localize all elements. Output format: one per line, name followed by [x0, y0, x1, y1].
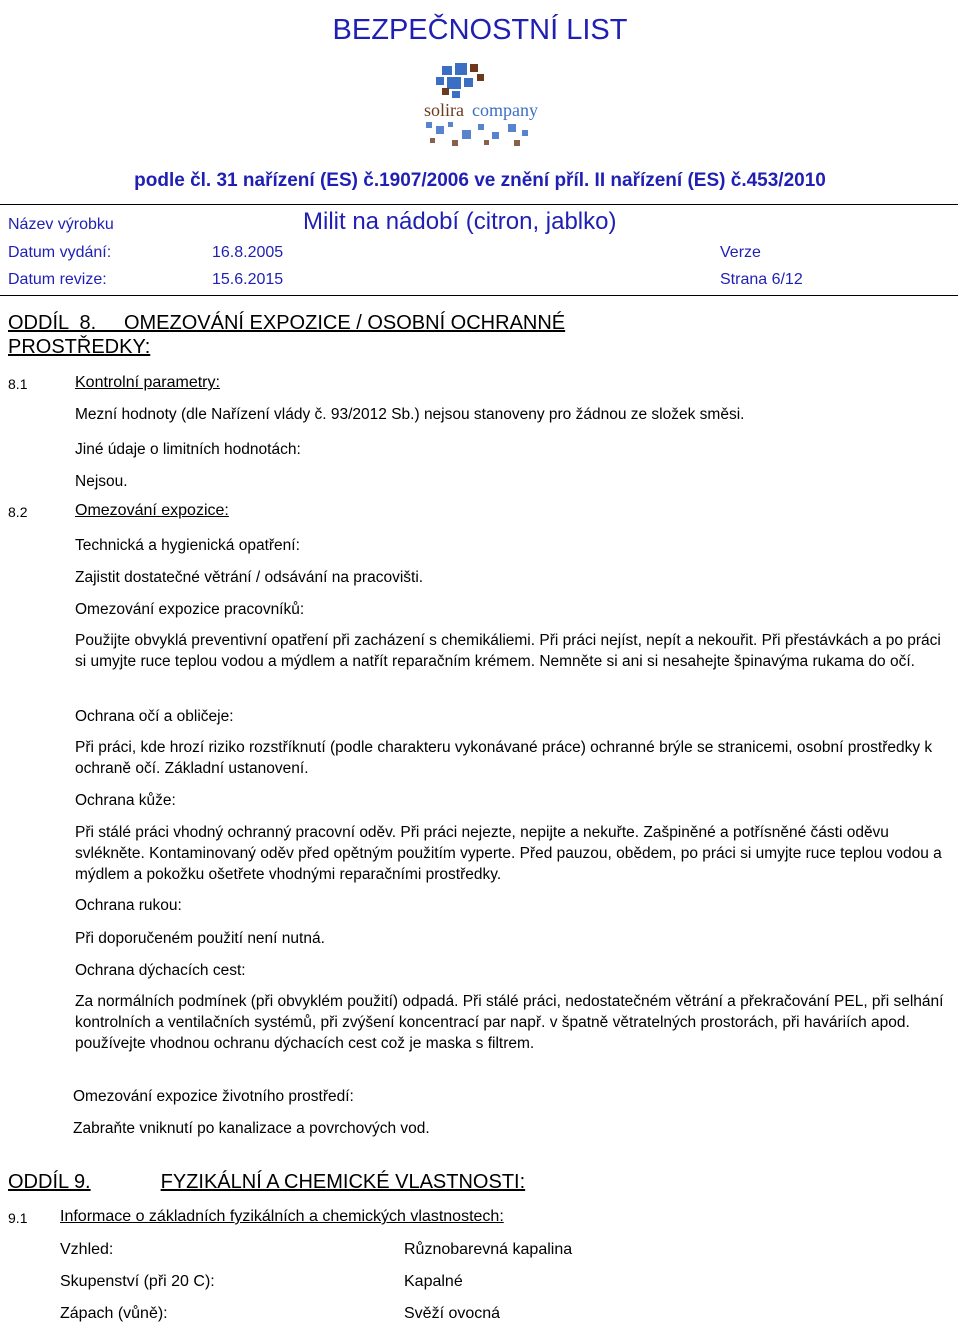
property-label: Vzhled:: [60, 1241, 114, 1258]
environmental-exposure-text: Zabraňte vniknutí po kanalizace a povrchových vod.: [73, 1120, 430, 1137]
worker-exposure-label: Omezování expozice pracovníků:: [75, 601, 305, 618]
property-label: Zápach (vůně):: [60, 1305, 168, 1322]
product-label: Název výrobku: [8, 216, 114, 233]
limit-values-text: Mezní hodnoty (dle Nařízení vlády č. 93/2012 Sb.) nejsou stanoveny pro žádnou ze složek směsi.: [75, 406, 745, 423]
other-limits-label: Jiné údaje o limitních hodnotách:: [75, 441, 301, 458]
subsection-number-8-1: 8.1: [8, 376, 28, 392]
eye-protection-label: Ochrana očí a obličeje:: [75, 708, 234, 725]
eye-protection-text: Při práci, kde hrozí riziko rozstříknutí (podle charakteru vykonávané práce) ochranné brýle se stranicemi, osobní prostředky k ochraně očí. Základní ustanovení.: [75, 739, 933, 777]
product-name: Milit na nádobí (citron, jablko): [303, 208, 617, 235]
technical-measures-text: Zajistit dostatečné větrání / odsávání na pracovišti.: [75, 569, 424, 586]
subsection-title-8-2: Omezování expozice:: [75, 502, 229, 519]
technical-measures-label: Technická a hygienická opatření:: [75, 537, 300, 554]
property-value: Svěží ovocná: [404, 1305, 501, 1322]
svg-text:company: company: [472, 100, 538, 120]
property-value: Kapalné: [404, 1273, 463, 1290]
hand-protection-text: Při doporučeném použití není nutná.: [75, 930, 325, 947]
section-8-heading: ODDÍL 8. OMEZOVÁNÍ EXPOZICE / OSOBNÍ OCHRANNÉ: [8, 312, 566, 334]
respiratory-protection-label: Ochrana dýchacích cest:: [75, 962, 246, 979]
property-label: Skupenství (při 20 C):: [60, 1273, 215, 1290]
property-value: Různobarevná kapalina: [404, 1241, 573, 1258]
subsection-title-9-1: Informace o základních fyzikálních a chemických vlastnostech:: [60, 1208, 504, 1225]
hand-protection-label: Ochrana rukou:: [75, 897, 182, 914]
svg-text:solira: solira: [424, 100, 464, 120]
other-limits-text: Nejsou.: [75, 473, 128, 490]
section-8-heading-cont: PROSTŘEDKY:: [8, 336, 151, 358]
issue-date-label: Datum vydání:: [8, 244, 112, 261]
section-9-heading: ODDÍL 9. FYZIKÁLNÍ A CHEMICKÉ VLASTNOSTI:: [8, 1171, 526, 1193]
document-title: BEZPEČNOSTNÍ LIST: [332, 14, 628, 46]
regulation-line: podle čl. 31 nařízení (ES) č.1907/2006 ve znění příl. II nařízení (ES) č.453/2010: [134, 170, 826, 191]
subsection-number-9-1: 9.1: [8, 1210, 28, 1226]
subsection-number-8-2: 8.2: [8, 504, 28, 520]
environmental-exposure-label: Omezování expozice životního prostředí:: [73, 1088, 354, 1105]
skin-protection-text: Při stálé práci vhodný ochranný pracovní oděv. Při práci nejezte, nepijte a nekuřte. Zašpiněné a potřísněné části oděvu svlékněte. Kontaminovaný oděv před opětným použitím vyperte. Před pauzou, obědem, po práci si umyjte ruce teplou vodou a mýdlem a pokožku ošetřete vhodnými reparačními prostředky.: [75, 824, 942, 883]
page-number: Strana 6/12: [720, 271, 803, 288]
issue-date: 16.8.2005: [212, 244, 284, 261]
version-label: Verze: [720, 244, 761, 261]
revision-date: 15.6.2015: [212, 271, 284, 288]
worker-exposure-text: Použijte obvyklá preventivní opatření při zacházení s chemikáliemi. Při práci nejíst, nepít a nekouřit. Při přestávkách a po práci si umyjte ruce teplou vodou a mýdlem a natřít reparačním krémem. Nemněte si ani si nesahejte špinavýma rukama do očí.: [75, 632, 941, 670]
respiratory-protection-text: Za normálních podmínek (při obvyklém použití) odpadá. Při stálé práci, nedostatečném větrání a překračování PEL, při selhání kontrolních a ventilačních systémů, při zvýšení koncentrací par např. v špatně větratelných prostorách, při haváriích apod. používejte vhodnou ochranu dýchacích cest což je maska s filtrem.: [75, 993, 944, 1052]
subsection-title-8-1: Kontrolní parametry:: [75, 374, 220, 391]
skin-protection-label: Ochrana kůže:: [75, 792, 176, 809]
company-logo: [422, 60, 542, 156]
revision-date-label: Datum revize:: [8, 271, 107, 288]
